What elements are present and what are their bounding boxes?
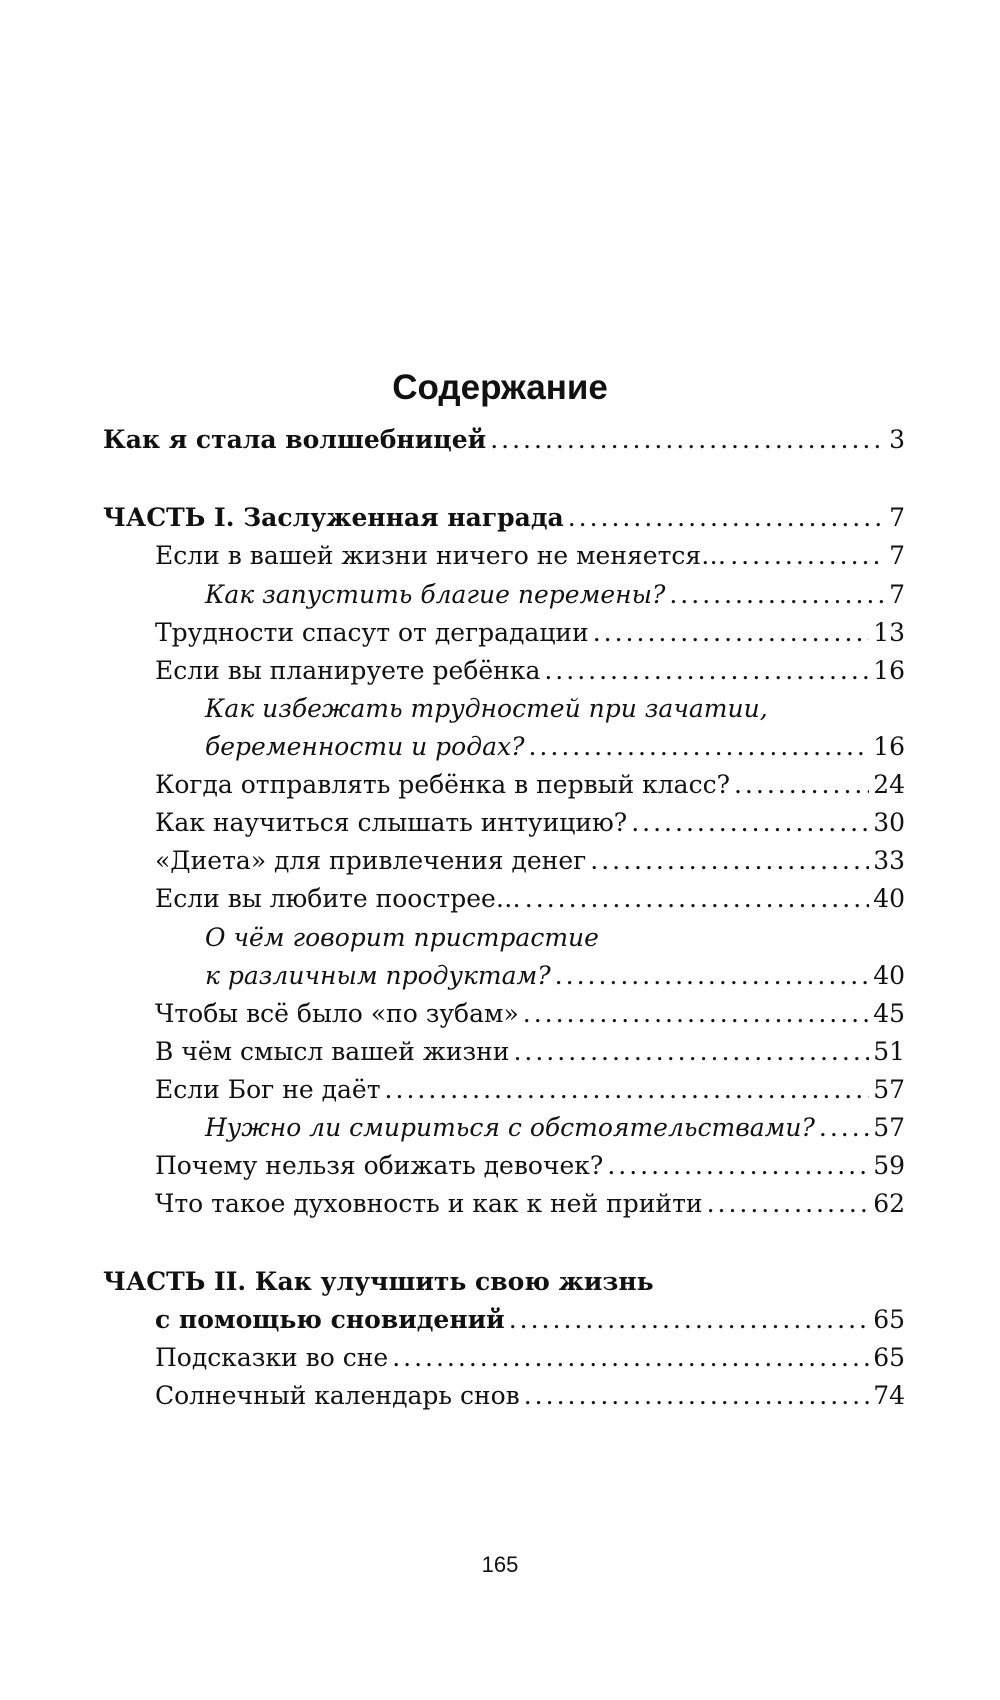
toc-entry[interactable] [155,536,905,576]
toc-entry[interactable] [155,1376,905,1416]
toc-entry[interactable] [155,1184,905,1224]
toc-entry[interactable] [155,1032,905,1072]
toc-entry[interactable] [155,651,905,691]
toc-entry-title: беременности и родах? [205,732,525,761]
toc-entry-page: 33 [873,846,905,875]
toc-entry-page: 24 [873,770,905,799]
toc-entry-title: Когда отправлять ребёнка в первый класс? [155,770,730,799]
toc-entry[interactable] [205,1108,905,1148]
dot-leader [490,420,885,460]
toc-entry-title: Почему нельзя обижать девочек? [155,1151,604,1180]
dot-leader [568,498,885,538]
toc-entry-title: Если вы любите поострее… [155,884,521,913]
dot-leader [590,841,869,881]
toc-entry-title: Если Бог не даёт [155,1075,381,1104]
dot-leader [707,1184,870,1224]
toc-entry-page: 65 [873,1343,905,1372]
toc-entry[interactable] [155,765,905,805]
toc-entry-page: 74 [873,1381,905,1410]
dot-leader [555,956,870,996]
toc-entry[interactable] [205,956,905,996]
toc-entry-page: 40 [873,884,905,913]
toc-entry-page: 45 [873,999,905,1028]
toc-entry-title: Подсказки во сне [155,1343,389,1372]
toc-entry-title: к различным продуктам? [205,961,551,990]
toc-entry-title: Солнечный календарь снов [155,1381,520,1410]
dot-leader [607,1146,869,1186]
toc-entry-title: Чтобы всё было «по зубам» [155,999,519,1028]
toc-entry[interactable] [205,575,905,615]
toc-entry-page: 59 [873,1151,905,1180]
toc-entry-page: 13 [873,618,905,647]
toc-entry-page: 7 [889,503,905,532]
toc-entry-title: Как я стала волшебницей [103,425,487,454]
toc-entry[interactable] [155,1300,905,1340]
toc-entry-page: 65 [873,1305,905,1334]
dot-leader [392,1338,869,1378]
toc-entry-page: 57 [873,1075,905,1104]
toc-entry-page: 57 [873,1113,905,1142]
dot-leader [734,765,869,805]
dot-leader [544,651,869,691]
toc-entry[interactable] [155,803,905,843]
dot-leader [669,575,885,615]
toc-entry-title: ЧАСТЬ II. Как улучшить свою жизнь [103,1267,654,1296]
toc-entry[interactable] [155,1146,905,1186]
toc-entry-title: Как научиться слышать интуицию? [155,808,628,837]
toc-entry-page: 51 [873,1037,905,1066]
dot-leader [593,613,869,653]
toc-entry-title: Как запустить благие перемены? [205,580,666,609]
dot-leader [385,1070,870,1110]
page-number: 165 [481,1552,519,1577]
dot-leader [528,727,869,767]
dot-leader [525,879,869,919]
dot-leader [730,536,885,576]
dot-leader [819,1108,869,1148]
toc-entry-page: 40 [873,961,905,990]
toc-entry-title: Если вы планируете ребёнка [155,656,541,685]
toc-entry-title: Если в вашей жизни ничего не меняется… [155,541,727,570]
toc-entry-title: «Диета» для привлечения денег [155,846,587,875]
toc-entry-title: ЧАСТЬ I. Заслуженная награда [103,503,564,532]
toc-entry[interactable] [103,498,905,538]
toc-entry-title: Трудности спасут от деградации [155,618,589,647]
dot-leader [524,1376,869,1416]
toc-entry[interactable] [155,1338,905,1378]
toc-entry-title: Нужно ли смириться с обстоятельствами? [205,1113,815,1142]
toc-entry-page: 7 [889,541,905,570]
toc-entry-page: 3 [889,425,905,454]
dot-leader [631,803,869,843]
toc-entry[interactable] [155,841,905,881]
toc-entry[interactable] [205,689,768,729]
toc-entry-title: В чём смысл вашей жизни [155,1037,510,1066]
toc-entry-page: 16 [873,732,905,761]
toc-entry-title: О чём говорит пристрастие [205,923,599,952]
toc-entry[interactable] [155,994,905,1034]
toc-entry-title: Что такое духовность и как к ней прийти [155,1189,703,1218]
toc-entry-page: 7 [889,580,905,609]
toc-entry[interactable] [205,727,905,767]
toc-entry[interactable] [155,613,905,653]
toc-entry[interactable] [205,918,599,958]
dot-leader [513,1032,869,1072]
toc-entry-title: Как избежать трудностей при зачатии, [205,694,768,723]
toc-entry-page: 30 [873,808,905,837]
toc-entry[interactable] [103,420,905,460]
toc-entry-page: 62 [873,1189,905,1218]
toc-entry-title: с помощью сновидений [155,1305,505,1334]
toc-entry[interactable] [155,1070,905,1110]
page-title: Содержание [392,368,608,407]
dot-leader [509,1300,869,1340]
dot-leader [523,994,869,1034]
toc-entry[interactable] [155,879,905,919]
toc-entry-page: 16 [873,656,905,685]
toc-entry[interactable] [103,1262,654,1302]
